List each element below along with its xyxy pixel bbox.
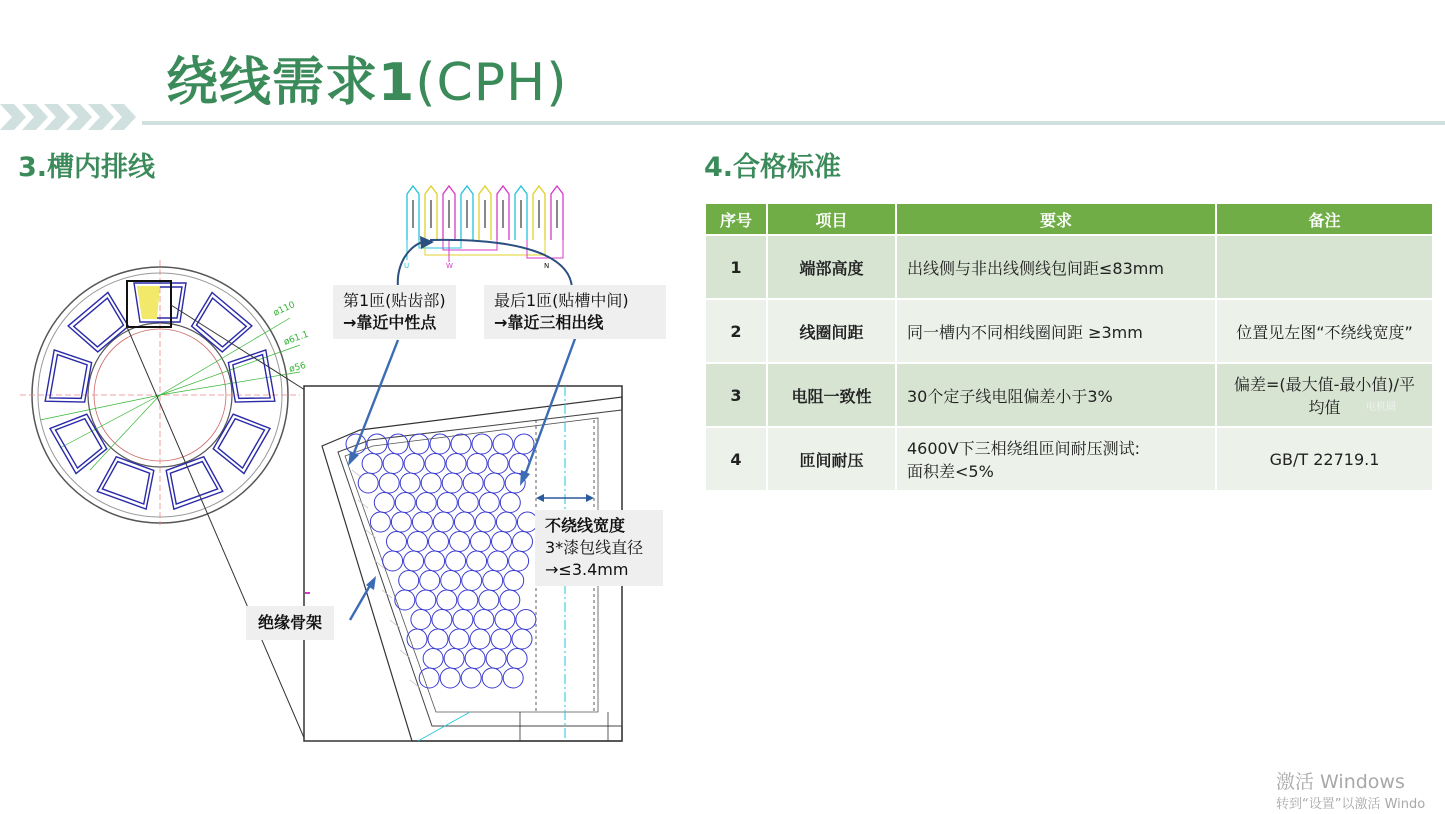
header-divider bbox=[142, 121, 1445, 125]
page-title bbox=[166, 40, 568, 115]
table-row bbox=[706, 364, 1432, 426]
table-row bbox=[706, 236, 1432, 298]
cell-requirement: 30个定子线电阻偏差小于3% bbox=[897, 364, 1215, 426]
cell-requirement: 出线侧与非出线侧线包间距≤83mm bbox=[897, 236, 1215, 298]
column-header: 序号 bbox=[706, 204, 766, 234]
cell-item: 匝间耐压 bbox=[768, 428, 895, 490]
last-coil-line2: →靠近三相出线 bbox=[494, 313, 604, 332]
title-main: 绕线需求1 bbox=[166, 53, 416, 113]
insulator-callout: 绝缘骨架 bbox=[246, 606, 334, 640]
cell-no: 2 bbox=[706, 300, 766, 362]
gap-line3: →≤3.4mm bbox=[545, 560, 629, 579]
cell-no: 3 bbox=[706, 364, 766, 426]
criteria-table bbox=[704, 202, 1434, 492]
title-paren: (CPH) bbox=[415, 53, 568, 113]
connection-schematic bbox=[398, 186, 572, 288]
table-header-row bbox=[706, 204, 1432, 234]
gap-line1: 不绕线宽度 bbox=[545, 516, 626, 535]
cell-item: 线圈间距 bbox=[768, 300, 895, 362]
last-coil-callout bbox=[484, 285, 666, 339]
cell-requirement bbox=[897, 428, 1215, 490]
table-row bbox=[706, 300, 1432, 362]
column-header: 要求 bbox=[897, 204, 1215, 234]
cell-item: 端部高度 bbox=[768, 236, 895, 298]
cell-note: 位置见左图“不绕线宽度” bbox=[1217, 300, 1432, 362]
cell-note: GB/T 22719.1 bbox=[1217, 428, 1432, 490]
dim-mid-label: ø61.1 bbox=[282, 329, 311, 348]
activation-watermark-title: 激活 Windows bbox=[1276, 771, 1405, 793]
cell-note bbox=[1217, 236, 1432, 298]
last-coil-line1: 最后1匝(贴槽中间) bbox=[494, 291, 629, 310]
slot-winding-diagram bbox=[0, 170, 700, 770]
right-section-heading: 4.合格标准 bbox=[704, 152, 842, 183]
gap-line2: 3*漆包线直径 bbox=[545, 538, 644, 557]
dim-inner-label: ø56 bbox=[288, 360, 308, 375]
phase-w-label: W bbox=[446, 262, 453, 270]
chevron-decoration-icon bbox=[0, 104, 140, 130]
left-section-heading: 3.槽内排线 bbox=[18, 152, 156, 183]
neutral-label: N bbox=[544, 262, 550, 270]
gap-callout bbox=[535, 510, 663, 586]
column-header: 备注 bbox=[1217, 204, 1432, 234]
phase-u-label: U bbox=[404, 262, 410, 270]
activation-watermark-subtitle: 转到“设置”以激活 Windo bbox=[1276, 797, 1426, 812]
cell-item: 电阻一致性 bbox=[768, 364, 895, 426]
watermark-mark: 电机圈 bbox=[1366, 402, 1396, 413]
cell-no: 1 bbox=[706, 236, 766, 298]
requirement-line1: 4600V下三相绕组匝间耐压测试: bbox=[907, 439, 1141, 458]
cell-note: 偏差=(最大值-最小值)/平均值 bbox=[1217, 364, 1432, 426]
first-coil-callout bbox=[333, 285, 456, 339]
dim-outer-label: ø110 bbox=[272, 300, 297, 319]
cell-requirement: 同一槽内不同相线圈间距 ≥3mm bbox=[897, 300, 1215, 362]
cell-no: 4 bbox=[706, 428, 766, 490]
table-row bbox=[706, 428, 1432, 490]
first-coil-line1: 第1匝(贴齿部) bbox=[343, 291, 446, 310]
column-header: 项目 bbox=[768, 204, 895, 234]
first-coil-line2: →靠近中性点 bbox=[343, 313, 437, 332]
stator-drawing bbox=[20, 260, 310, 740]
requirement-line2: 面积差<5% bbox=[907, 462, 994, 481]
